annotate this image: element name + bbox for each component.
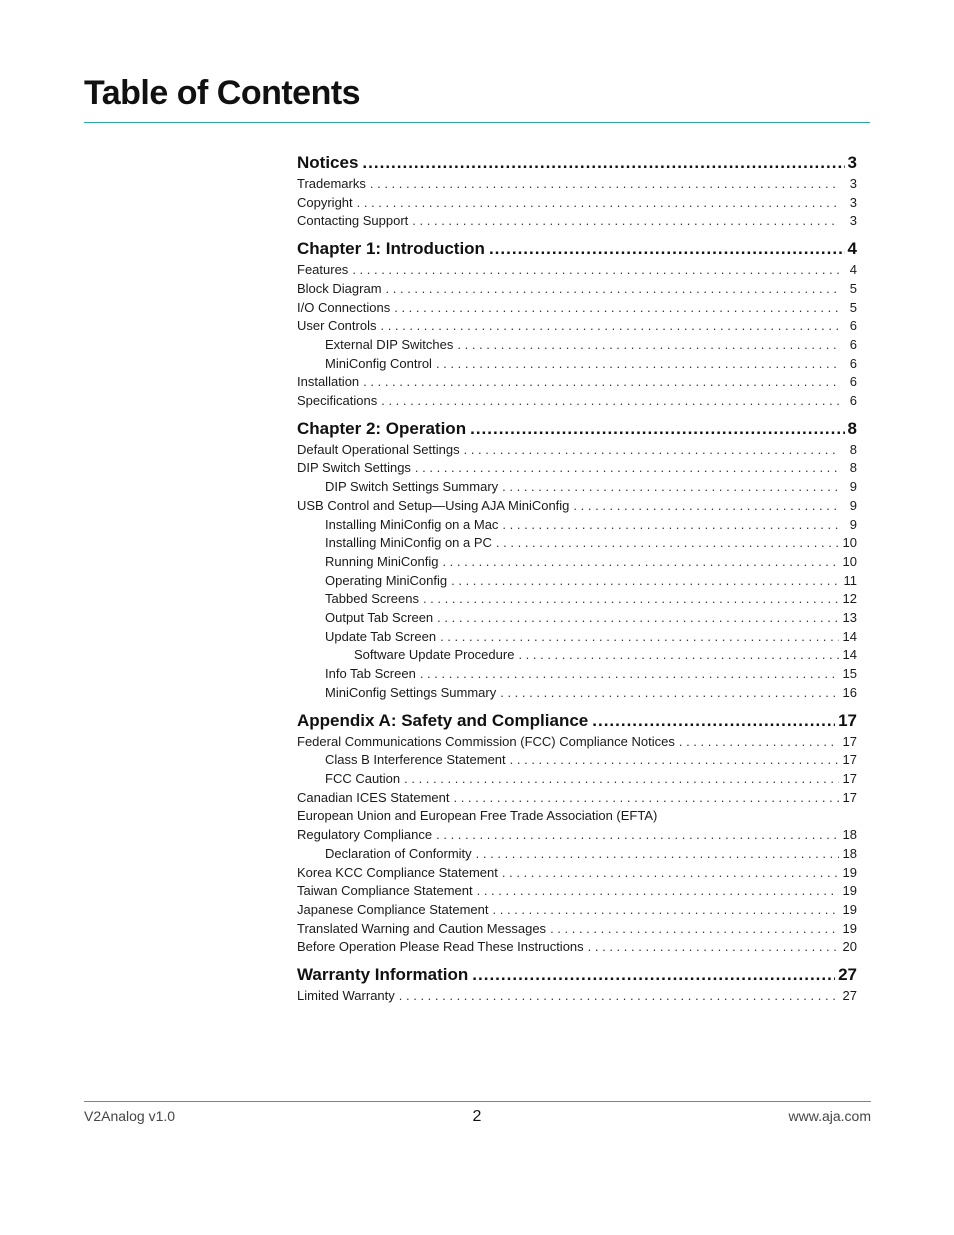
- toc-dot-leader: [502, 516, 839, 535]
- toc-entry[interactable]: [297, 646, 857, 665]
- toc-entry-label: I/O Connections: [297, 299, 391, 315]
- toc-entry-page-number: 9: [849, 479, 857, 495]
- toc-entry-label: DIP Switch Settings: [297, 460, 411, 476]
- toc-heading-label: Appendix A: Safety and Compliance: [297, 710, 589, 730]
- toc-entry-label: Canadian ICES Statement: [297, 789, 450, 805]
- toc-section: [297, 417, 857, 703]
- toc-entry-page-number: 27: [842, 988, 857, 1004]
- toc-dot-leader: [357, 194, 839, 213]
- toc-entry[interactable]: [297, 665, 857, 684]
- toc-entry[interactable]: [297, 733, 857, 752]
- toc-dot-leader: [496, 534, 839, 553]
- toc-entry-page-number: 19: [842, 901, 857, 917]
- toc-entry-page-number: 4: [849, 262, 857, 278]
- toc-entry[interactable]: [297, 882, 857, 901]
- toc-entry-label: Contacting Support: [297, 213, 409, 229]
- toc-entry[interactable]: [297, 751, 857, 770]
- toc-entry[interactable]: [297, 497, 857, 516]
- toc-dot-leader: [412, 212, 839, 231]
- toc-entry-label: Taiwan Compliance Statement: [297, 883, 473, 899]
- toc-entry-page-number: 8: [849, 441, 857, 457]
- toc-dot-leader: [489, 237, 845, 260]
- toc-dot-leader: [477, 882, 839, 901]
- toc-entry-label: External DIP Switches: [325, 336, 454, 352]
- toc-heading-label: Chapter 1: Introduction: [297, 239, 485, 259]
- toc-entry-page-number: 19: [842, 883, 857, 899]
- toc-entry-label: User Controls: [297, 318, 377, 334]
- toc-dot-leader: [420, 665, 839, 684]
- toc-entry-label: Class B Interference Statement: [325, 752, 506, 768]
- toc-heading-label: Warranty Information: [297, 965, 469, 985]
- toc-entry[interactable]: [297, 770, 857, 789]
- toc-dot-leader: [470, 417, 844, 440]
- toc-dot-leader: [493, 901, 839, 920]
- toc-entry[interactable]: [297, 261, 857, 280]
- toc-entry[interactable]: [297, 938, 857, 957]
- toc-entry[interactable]: [297, 175, 857, 194]
- toc-entry-label: Default Operational Settings: [297, 441, 460, 457]
- toc-entry[interactable]: [297, 534, 857, 553]
- toc-dot-leader: [362, 151, 844, 174]
- toc-heading-page-number: 4: [847, 239, 857, 259]
- toc-dot-leader: [352, 261, 839, 280]
- toc-entry-page-number: 5: [849, 280, 857, 296]
- toc-entry[interactable]: [297, 392, 857, 411]
- toc-section-heading[interactable]: [297, 237, 857, 260]
- footer-website[interactable]: www.aja.com: [788, 1108, 871, 1124]
- toc-entry-page-number: 3: [849, 176, 857, 191]
- toc-entry-label: Specifications: [297, 393, 378, 409]
- toc-entry-page-number: 17: [842, 789, 857, 805]
- toc-dot-leader: [592, 709, 835, 732]
- toc-dot-leader: [500, 684, 838, 703]
- toc-dot-leader: [588, 938, 839, 957]
- toc-dot-leader: [394, 299, 839, 318]
- toc-entry-page-number: 8: [849, 460, 857, 476]
- toc-entry[interactable]: [297, 901, 857, 920]
- toc-entry-page-number: 14: [842, 628, 857, 644]
- toc-entry-page-number: 3: [849, 194, 857, 210]
- toc-entry[interactable]: [297, 987, 857, 1006]
- toc-entry-label: Declaration of Conformity: [325, 845, 472, 861]
- toc-entry[interactable]: [297, 789, 857, 808]
- toc-entry-page-number: 14: [842, 647, 857, 663]
- toc-entry[interactable]: [297, 572, 857, 591]
- toc-entry-label: Installing MiniConfig on a PC: [325, 535, 492, 551]
- toc-entry[interactable]: [297, 441, 857, 460]
- toc-dot-leader: [381, 392, 839, 411]
- toc-entry[interactable]: [297, 317, 857, 336]
- toc-entry-page-number: 6: [849, 336, 857, 352]
- toc-dot-leader: [573, 497, 839, 516]
- toc-section: [297, 151, 857, 231]
- toc-entry-page-number: 3: [849, 213, 857, 229]
- toc-entry-page-number: 17: [842, 770, 857, 786]
- toc-section-heading[interactable]: [297, 417, 857, 440]
- toc-heading-page-number: 3: [847, 153, 857, 172]
- toc-entry-page-number: 12: [842, 591, 857, 607]
- toc-section: [297, 709, 857, 957]
- toc-dot-leader: [380, 317, 839, 336]
- toc-heading-page-number: 17: [838, 710, 857, 730]
- toc-dot-leader: [679, 733, 839, 752]
- toc-entry-label: Installing MiniConfig on a Mac: [325, 516, 499, 532]
- toc-entry-label: FCC Caution: [325, 770, 401, 786]
- toc-entry-label: DIP Switch Settings Summary: [325, 479, 499, 495]
- toc-entry-page-number: 5: [849, 299, 857, 315]
- toc-dot-leader: [518, 646, 838, 665]
- toc-dot-leader: [437, 609, 838, 628]
- toc-entry-label: Japanese Compliance Statement: [297, 901, 489, 917]
- toc-heading-page-number: 27: [838, 965, 857, 985]
- toc-entry-page-number: 6: [849, 318, 857, 334]
- toc-entry-label: Before Operation Please Read These Instructions: [297, 939, 584, 955]
- toc-entry-page-number: 11: [843, 572, 857, 588]
- toc-list: [297, 151, 857, 1012]
- toc-entry-label: Output Tab Screen: [325, 610, 434, 626]
- toc-dot-leader: [436, 826, 838, 845]
- toc-entry-label: USB Control and Setup—Using AJA MiniConfig: [297, 497, 570, 513]
- toc-entry[interactable]: [297, 280, 857, 299]
- toc-dot-leader: [453, 789, 838, 808]
- footer-page-number: 2: [472, 1108, 482, 1125]
- toc-entry-label: Tabbed Screens: [325, 591, 419, 607]
- toc-entry[interactable]: [297, 373, 857, 392]
- toc-entry[interactable]: [297, 807, 857, 826]
- toc-entry-page-number: 15: [842, 666, 857, 682]
- footer-divider: [84, 1101, 871, 1102]
- toc-entry[interactable]: [297, 459, 857, 478]
- toc-dot-leader: [436, 355, 839, 374]
- toc-entry-label: Features: [297, 262, 349, 278]
- toc-section-heading[interactable]: [297, 151, 857, 174]
- toc-entry[interactable]: [297, 478, 857, 497]
- toc-dot-leader: [502, 864, 839, 883]
- toc-entry-label: Block Diagram: [297, 280, 382, 296]
- toc-entry-page-number: 9: [849, 516, 857, 532]
- toc-entry[interactable]: [297, 553, 857, 572]
- toc-entry-page-number: 18: [842, 827, 857, 843]
- toc-entry-label: Software Update Procedure: [354, 647, 515, 663]
- toc-entry-page-number: 6: [849, 374, 857, 390]
- toc-entry-page-number: 9: [849, 497, 857, 513]
- toc-entry-label: Federal Communications Commission (FCC) Compliance Notices: [297, 733, 675, 749]
- toc-entry-label: European Union and European Free Trade Association (EFTA): [297, 808, 658, 824]
- toc-entry[interactable]: [297, 212, 857, 231]
- toc-entry-page-number: 19: [842, 920, 857, 936]
- toc-entry-label: Copyright: [297, 194, 353, 210]
- toc-dot-leader: [440, 628, 838, 647]
- toc-dot-leader: [550, 920, 838, 939]
- toc-entry-label: Operating MiniConfig: [325, 572, 448, 588]
- toc-entry-label: Regulatory Compliance: [297, 827, 433, 843]
- toc-entry-page-number: 18: [842, 845, 857, 861]
- toc-entry[interactable]: [297, 194, 857, 213]
- footer-document-version: V2Analog v1.0: [84, 1108, 176, 1124]
- toc-section: [297, 963, 857, 1006]
- title-divider: [84, 122, 870, 123]
- toc-section: [297, 237, 857, 411]
- toc-entry-page-number: 6: [849, 393, 857, 409]
- toc-entry-label: Running MiniConfig: [325, 553, 439, 569]
- toc-entry-page-number: 13: [842, 610, 857, 626]
- toc-dot-leader: [476, 845, 839, 864]
- toc-dot-leader: [451, 572, 839, 591]
- toc-entry-page-number: 19: [842, 864, 857, 880]
- toc-entry-page-number: 20: [842, 939, 857, 955]
- toc-entry-page-number: 16: [842, 684, 857, 700]
- toc-entry-page-number: 17: [842, 733, 857, 749]
- page-title: Table of Contents: [84, 74, 361, 112]
- toc-entry-page-number: 10: [842, 535, 857, 551]
- toc-entry[interactable]: [297, 628, 857, 647]
- toc-entry-label: MiniConfig Control: [325, 355, 432, 371]
- toc-dot-leader: [386, 280, 839, 299]
- toc-entry[interactable]: [297, 684, 857, 703]
- toc-section-heading[interactable]: [297, 963, 857, 986]
- toc-entry-label: Limited Warranty: [297, 988, 395, 1004]
- toc-entry[interactable]: [297, 516, 857, 535]
- toc-entry-label: MiniConfig Settings Summary: [325, 684, 497, 700]
- toc-heading-label: Chapter 2: Operation: [297, 418, 467, 438]
- toc-entry-label: Installation: [297, 374, 360, 390]
- toc-entry-label: Update Tab Screen: [325, 628, 437, 644]
- toc-dot-leader: [399, 987, 839, 1006]
- toc-entry-page-number: 17: [842, 752, 857, 768]
- toc-dot-leader: [404, 770, 838, 789]
- toc-heading-page-number: 8: [847, 418, 857, 438]
- toc-entry[interactable]: [297, 299, 857, 318]
- toc-entry-page-number: 6: [849, 355, 857, 371]
- toc-heading-label: Notices: [297, 153, 359, 172]
- toc-dot-leader: [442, 553, 838, 572]
- toc-entry[interactable]: [297, 826, 857, 845]
- toc-dot-leader: [472, 963, 835, 986]
- toc-entry-label: Translated Warning and Caution Messages: [297, 920, 547, 936]
- toc-dot-leader: [363, 373, 839, 392]
- toc-entry-label: Info Tab Screen: [325, 666, 416, 682]
- toc-entry[interactable]: [297, 864, 857, 883]
- toc-entry[interactable]: [297, 336, 857, 355]
- toc-section-heading[interactable]: [297, 709, 857, 732]
- toc-dot-leader: [370, 175, 839, 194]
- toc-entry[interactable]: [297, 920, 857, 939]
- toc-entry-label: Korea KCC Compliance Statement: [297, 864, 498, 880]
- toc-dot-leader: [423, 590, 839, 609]
- toc-entry[interactable]: [297, 355, 857, 374]
- toc-entry[interactable]: [297, 590, 857, 609]
- toc-entry-label: Trademarks: [297, 176, 366, 191]
- toc-entry[interactable]: [297, 845, 857, 864]
- toc-dot-leader: [502, 478, 839, 497]
- toc-dot-leader: [415, 459, 839, 478]
- toc-entry-page-number: 10: [842, 553, 857, 569]
- toc-dot-leader: [457, 336, 839, 355]
- toc-dot-leader: [510, 751, 839, 770]
- toc-entry[interactable]: [297, 609, 857, 628]
- toc-dot-leader: [464, 441, 839, 460]
